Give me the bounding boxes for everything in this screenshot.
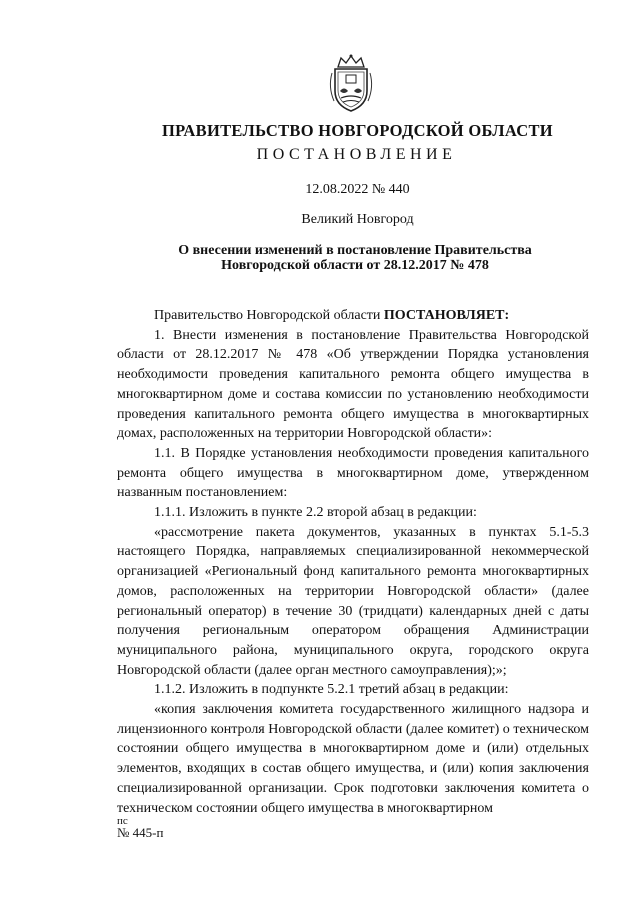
document-date-number: 12.08.2022 № 440: [305, 182, 410, 197]
document-place: Великий Новгород: [301, 212, 414, 227]
novgorod-coat-of-arms-icon: [326, 53, 376, 113]
paragraph-1-1-2: 1.1.2. Изложить в подпункте 5.2.1 третий абзац в редакции:: [154, 682, 509, 698]
paragraph-1-1: 1.1. В Порядке установления необходимости проведения капитального ремонта общего имущества в многоквартирном доме, утвержденном названным постановлением:: [117, 445, 589, 501]
preamble-bold: ПОСТАНОВЛЯЕТ:: [383, 308, 510, 323]
footer-initials: пс: [117, 815, 128, 827]
preamble-text: Правительство Новгородской области: [154, 308, 384, 323]
document-type: ПОСТАНОВЛЕНИЕ: [256, 146, 457, 163]
org-title: ПРАВИТЕЛЬСТВО НОВГОРОДСКОЙ ОБЛАСТИ: [162, 121, 553, 140]
document-subject: [150, 243, 560, 273]
subject-line-2: Новгородской области от 28.12.2017 № 478: [221, 258, 489, 273]
preamble: [117, 306, 589, 326]
paragraph-1: 1. Внести изменения в постановление Правительства Новгородской области от 28.12.2017 № 478 «Об утверждении Порядка установления необходимости проведения капитального ремонта общего имущества в многоквартирном доме и состава комиссии по установлению необходимости проведения капитального ремонта общего имущества в многоквартирных домах, расположенных на территории Новгородской области»:: [117, 327, 589, 442]
subject-line-1: О внесении изменений в постановление Правительства: [178, 243, 532, 258]
paragraph-quote-2: «копия заключения комитета государственного жилищного надзора и лицензионного контроля Новгородской области (далее комитет) о техническом состоянии общего имущества в многоквартирном доме и (или) отдельных элементов, входящих в состав общего имущества, и (или) копия заключения специализированной организации. Срок подготовки заключения комитета о техническом состоянии общего имущества в многоквартирном: [117, 702, 589, 816]
paragraph-1-1-1: 1.1.1. Изложить в пункте 2.2 второй абзац в редакции:: [154, 505, 477, 521]
paragraph-quote-1: «рассмотрение пакета документов, указанных в пунктах 5.1-5.3 настоящего Порядка, направляемых специализированной некоммерческой организацией «Региональный фонд капитального ремонта многоквартирных домов, расположенных на территории Новгородской области» (далее региональный оператор) в течение 30 (тридцати) календарных дней с даты получения региональным оператором обращения Администрации муниципального района, муниципального округа, городского округа Новгородской области (далее орган местного самоуправления);»;: [117, 524, 589, 678]
footer-doc-code: № 445-п: [117, 825, 164, 840]
footer: [117, 815, 163, 839]
document-body: [117, 306, 589, 818]
